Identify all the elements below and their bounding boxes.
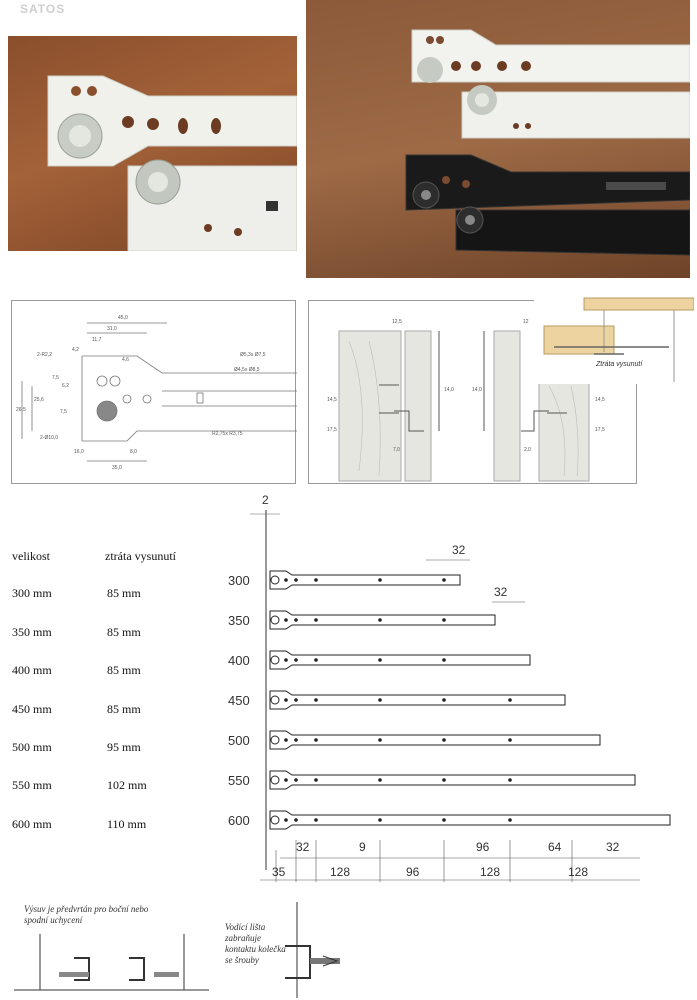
lower-dim-label: 9 (359, 840, 366, 854)
runner-hole (284, 618, 288, 622)
extension-loss-caption: Ztráta vysunutí (596, 361, 643, 368)
runner-hole (378, 778, 382, 782)
photo-white-and-black-runners (306, 0, 690, 278)
runner-hole (284, 578, 288, 582)
runner-hole (378, 818, 382, 822)
runner-hole (378, 658, 382, 662)
runner-outline (270, 811, 670, 829)
dim-label: 14,5 (595, 397, 605, 403)
side-mount-drawing (14, 898, 209, 998)
table-cell-loss: 102 mm (107, 778, 147, 792)
lower-dim-label: 64 (548, 840, 562, 854)
top-dim-label: 2 (262, 493, 269, 507)
runner-hole (378, 698, 382, 702)
bottom-dim-label: 128 (568, 865, 589, 879)
runner-hole (314, 738, 318, 742)
dim-label: 7,5 (60, 409, 67, 415)
extension-loss-inset (534, 292, 694, 384)
extension-loss-drawing (534, 292, 694, 384)
dim-label: 11,7 (92, 337, 102, 343)
dim-label: 4,6 (122, 357, 129, 363)
guide-rail-section (215, 898, 395, 998)
runner-outline (270, 571, 460, 589)
dim-label: 26,5 (16, 407, 26, 413)
dim-label: 17,5 (327, 427, 337, 433)
dim-label: 12 (523, 319, 529, 325)
runner-hole (284, 818, 288, 822)
dimensions-drawing-panel (11, 300, 296, 484)
dim-label: 14,0 (444, 387, 454, 393)
runner-hole (442, 698, 446, 702)
runner-hole (284, 658, 288, 662)
runner-hole (442, 778, 446, 782)
bottom-dim-label: 128 (330, 865, 351, 879)
dim-label: 2,0 (524, 447, 531, 453)
runner-outline (270, 651, 530, 669)
dim-label: 4,2 (72, 347, 79, 353)
bottom-dim-label: 96 (406, 865, 420, 879)
runner-hole (442, 658, 446, 662)
table-header-loss: ztráta vysunutí (105, 549, 176, 563)
dim-label: 35,0 (112, 465, 122, 471)
runners-group (228, 571, 670, 829)
runner-hole (294, 738, 298, 742)
dim-label: 2-Ø10,0 (40, 435, 59, 441)
table-cell-size: 450 mm (12, 702, 52, 716)
runner-hole (284, 698, 288, 702)
runner-photo-illustration-2 (306, 0, 690, 278)
table-cell-size: 350 mm (12, 625, 52, 639)
runner-hole (442, 818, 446, 822)
lower-dim-label: 32 (606, 840, 620, 854)
bottom-dim-label: 35 (272, 865, 286, 879)
runner-hole (378, 578, 382, 582)
dim-label: 16,0 (74, 449, 84, 455)
satos-logo: SATOS (20, 2, 66, 16)
runner-length-diagram (220, 490, 697, 890)
runner-hole (508, 818, 512, 822)
table-cell-loss: 95 mm (107, 740, 141, 754)
dim-label: 25,6 (34, 397, 44, 403)
table-cell-loss: 110 mm (107, 817, 147, 831)
dim-label: 14,0 (472, 387, 482, 393)
table-cell-size: 550 mm (12, 778, 52, 792)
dim-label: 8,0 (130, 449, 137, 455)
runner-size-label: 350 (228, 613, 250, 628)
runner-hole (314, 698, 318, 702)
runner-size-label: 500 (228, 733, 250, 748)
dim-label: 2-R2,2 (37, 352, 53, 358)
runner-hole (314, 618, 318, 622)
upper-dim-label: 32 (452, 543, 466, 557)
runner-hole (508, 738, 512, 742)
runner-hole (294, 778, 298, 782)
table-cell-loss: 85 mm (107, 586, 141, 600)
dim-label: 17,5 (595, 427, 605, 433)
dim-label: 7,0 (393, 447, 400, 453)
table-cell-loss: 85 mm (107, 702, 141, 716)
runner-hole (314, 818, 318, 822)
photo-white-runners (8, 36, 297, 251)
dim-label: Ø5,3x Ø7,5 (240, 352, 266, 358)
table-cell-size: 600 mm (12, 817, 52, 831)
table-cell-size: 500 mm (12, 740, 52, 754)
runner-hole (294, 578, 298, 582)
runner-hole (314, 778, 318, 782)
runner-photo-illustration (8, 36, 297, 251)
dim-label: 12,5 (392, 319, 402, 325)
runner-hole (508, 698, 512, 702)
runner-hole (294, 698, 298, 702)
runner-hole (442, 578, 446, 582)
table-cell-loss: 85 mm (107, 663, 141, 677)
runner-size-label: 550 (228, 773, 250, 788)
guide-rail-note: Vodící lišta zabraňuje kontaktu kolečka se šrouby (225, 922, 286, 965)
runner-size-label: 600 (228, 813, 250, 828)
runner-size-label: 450 (228, 693, 250, 708)
dim-label: R2,75x R3,75 (212, 431, 243, 437)
dim-label: 14,5 (327, 397, 337, 403)
dim-label: 7,5 (52, 375, 59, 381)
upper-dim-label: 32 (494, 585, 508, 599)
dim-label: 31,0 (107, 326, 117, 332)
runner-size-label: 400 (228, 653, 250, 668)
table-cell-size: 400 mm (12, 663, 52, 677)
dim-label: Ø4,5x Ø8,5 (234, 367, 260, 373)
runner-dimensions-drawing (12, 301, 297, 485)
runner-hole (442, 618, 446, 622)
runner-hole (294, 658, 298, 662)
runner-hole (508, 778, 512, 782)
bottom-dim-label: 128 (480, 865, 501, 879)
runner-outline (270, 611, 495, 629)
lower-dim-label: 32 (296, 840, 310, 854)
runner-hole (442, 738, 446, 742)
lower-dim-label: 96 (476, 840, 490, 854)
side-mount-note: Výsuv je předvrtán pro boční nebo spodní uchycení (24, 904, 149, 925)
runner-hole (314, 578, 318, 582)
runner-hole (314, 658, 318, 662)
runner-hole (294, 618, 298, 622)
runner-size-label: 300 (228, 573, 250, 588)
table-header-size: velikost (12, 549, 50, 563)
runner-outline (270, 771, 635, 789)
runner-hole (378, 618, 382, 622)
runner-length-svg (220, 490, 697, 890)
side-mount-section (14, 898, 209, 998)
runner-hole (378, 738, 382, 742)
runner-hole (294, 818, 298, 822)
dim-label: 45,0 (118, 315, 128, 321)
table-cell-loss: 85 mm (107, 625, 141, 639)
guide-rail-drawing (215, 898, 395, 998)
runner-hole (284, 778, 288, 782)
runner-hole (284, 738, 288, 742)
runner-outline (270, 731, 600, 749)
dim-label: 6,2 (62, 383, 69, 389)
table-cell-size: 300 mm (12, 586, 52, 600)
